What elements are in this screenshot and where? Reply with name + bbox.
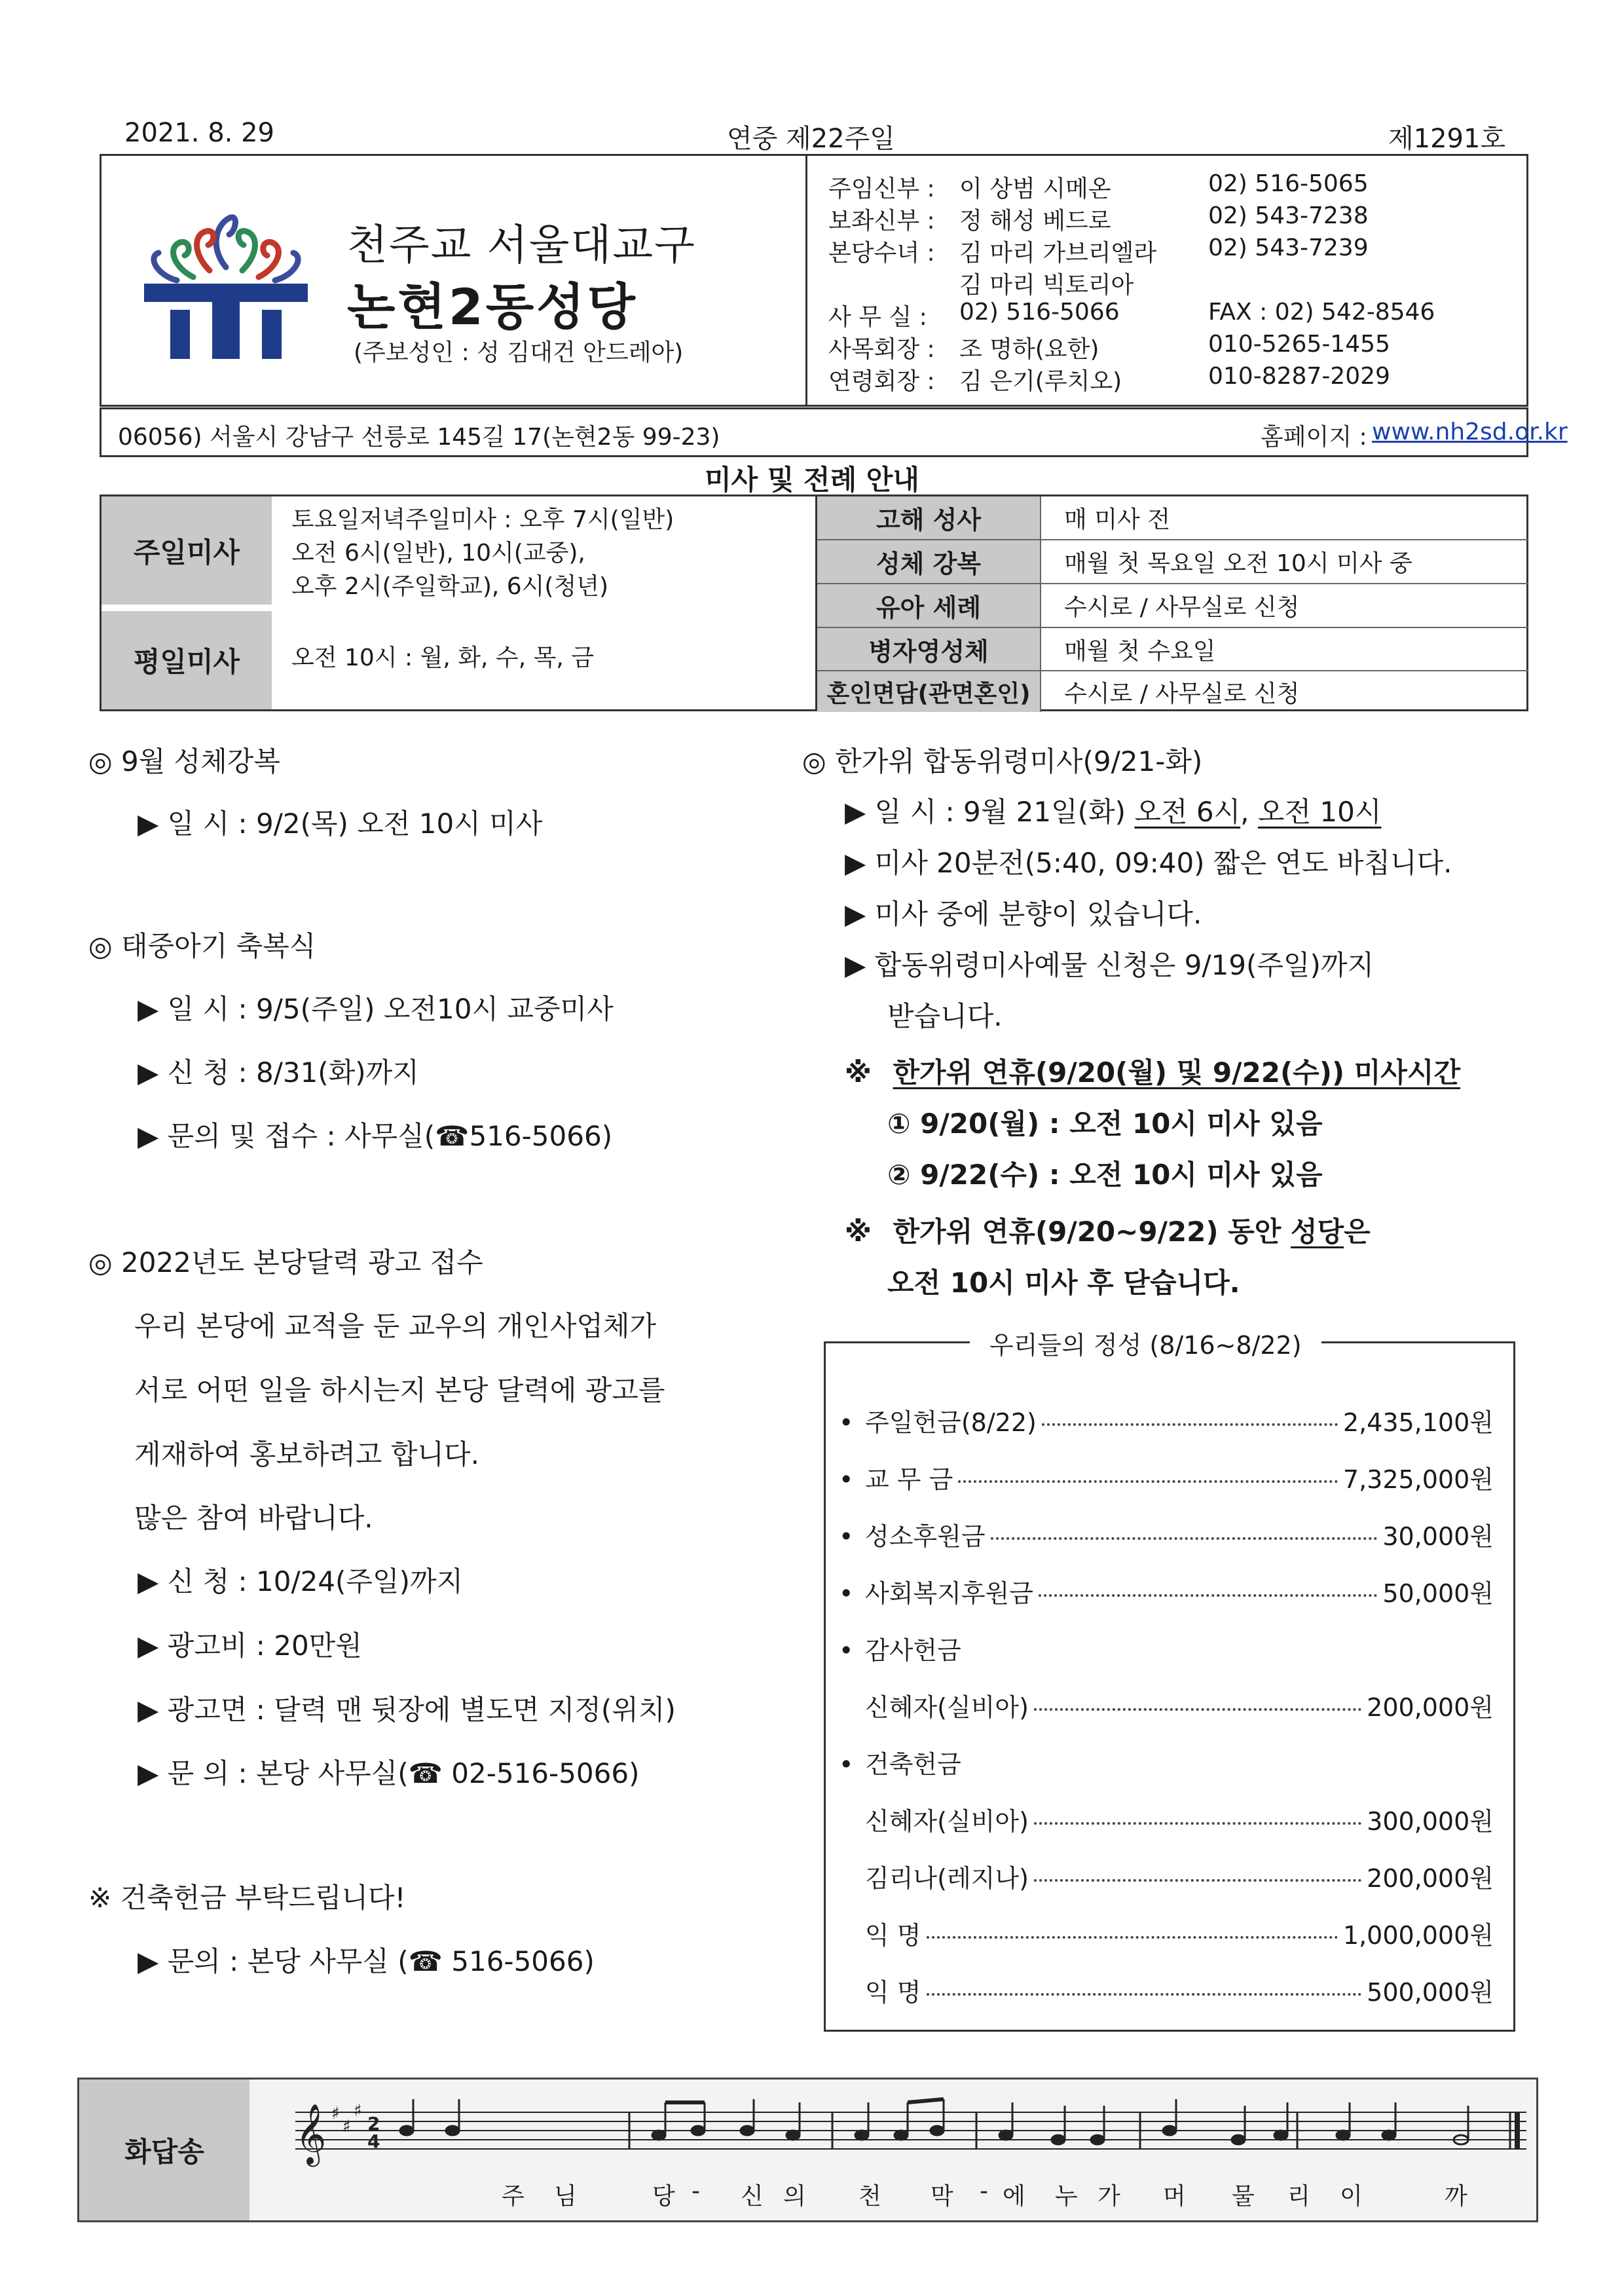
- offering-item: 김리나(레지나) 200,000원: [865, 1864, 1494, 1893]
- header-box: [100, 154, 1528, 407]
- issue-number: 제1291호: [1388, 124, 1506, 154]
- offering-item: 신혜자(실비아) 300,000원: [865, 1807, 1494, 1836]
- patron-saint: (주보성인 : 성 김대건 안드레아): [354, 339, 684, 366]
- contact-row: 본당수녀 : 김 마리 가브리엘라 02) 543-7239: [828, 234, 1369, 267]
- psalm-box: [77, 2078, 1538, 2222]
- svg-text:𝄞: 𝄞: [295, 2103, 327, 2164]
- service-row: 혼인면담(관면혼인) 수시로 / 사무실로 신청: [817, 671, 1528, 712]
- holiday-mass-0920: ① 9/20(월) : 오전 10시 미사 있음: [887, 1108, 1323, 1140]
- offering-item: • 성소후원금 30,000원: [839, 1522, 1494, 1551]
- weekday-mass-label: 평일미사: [133, 646, 240, 678]
- psalm-lyrics: 주 님 당 - 신 의 천 막 - 에 누 가 머 물 리 이 까: [502, 2178, 1467, 2210]
- services-table: [815, 496, 1528, 709]
- address-text: 06056) 서울시 강남구 선릉로 145길 17(논현2동 99-23): [118, 424, 720, 451]
- contact-row: 연령회장 : 김 은기(루치오) 010-8287-2029: [828, 363, 1390, 395]
- chuseok-mass-offering: ▶ 합동위령미사예물 신청은 9/19(주일)까지: [845, 949, 1375, 981]
- offering-item: • 교 무 금 7,325,000원: [839, 1465, 1494, 1494]
- mass-section-title: 미사 및 전례 안내: [705, 464, 919, 496]
- parish-logo-icon: [131, 195, 321, 359]
- calendar-ad-paragraph: 게재하여 홍보하려고 합니다.: [134, 1438, 479, 1470]
- chuseok-mass-prayer: ▶ 미사 20분전(5:40, 09:40) 짧은 연도 바칩니다.: [845, 847, 1452, 879]
- bulletin-date: 2021. 8. 29: [124, 118, 275, 148]
- svg-text:♯: ♯: [342, 2117, 351, 2136]
- offering-item: • 주일헌금(8/22) 2,435,100원: [839, 1408, 1494, 1437]
- contact-row: 사목회장 : 조 명하(요한) 010-5265-1455: [828, 331, 1390, 363]
- sheet-music-icon: [295, 2093, 1526, 2171]
- calendar-ad-contact: ▶ 문 의 : 본당 사무실(☎ 02-516-5066): [138, 1757, 640, 1789]
- calendar-ad-paragraph: 많은 참여 바랍니다.: [134, 1502, 373, 1534]
- service-row: 병자영성체 매월 첫 수요일: [817, 628, 1528, 671]
- building-fund-contact: ▶ 문의 : 본당 사무실 (☎ 516-5066): [138, 1945, 595, 1977]
- offering-item: 익 명 500,000원: [865, 1978, 1494, 2007]
- svg-text:4: 4: [367, 2131, 380, 2152]
- service-row: 성체 강복 매월 첫 목요일 오전 10시 미사 중: [817, 540, 1528, 584]
- liturgical-week: 연중 제22주일: [727, 124, 895, 154]
- service-row: 고해 성사 매 미사 전: [817, 496, 1528, 540]
- offerings-title: 우리들의 정성 (8/16~8/22): [970, 1325, 1321, 1361]
- section-unborn-blessing-title: ◎ 태중아기 축복식: [88, 930, 316, 962]
- unborn-blessing-contact: ▶ 문의 및 접수 : 사무실(☎516-5066): [138, 1120, 613, 1152]
- music-staff: [295, 2093, 1526, 2171]
- contact-row: 보좌신부 : 정 해성 베드로 02) 543-7238: [828, 202, 1369, 234]
- holiday-mass-0922: ② 9/22(수) : 오전 10시 미사 있음: [887, 1159, 1323, 1191]
- section-eucharistic-blessing-title: ◎ 9월 성체강복: [88, 745, 280, 777]
- section-calendar-ad-title: ◎ 2022년도 본당달력 광고 접수: [88, 1246, 483, 1278]
- calendar-ad-paragraph: 서로 어떤 일을 하시는지 본당 달력에 광고를: [134, 1374, 665, 1406]
- contact-row: 주임신부 : 이 상범 시메온 02) 516-5065: [828, 170, 1369, 202]
- unborn-blessing-date: ▶ 일 시 : 9/5(주일) 오전10시 교중미사: [138, 993, 614, 1025]
- homepage-link[interactable]: www.nh2sd.or.kr: [1372, 419, 1568, 445]
- diocese-name: 천주교 서울대교구: [347, 221, 696, 270]
- eucharistic-blessing-date: ▶ 일 시 : 9/2(목) 오전 10시 미사: [138, 808, 543, 840]
- offerings-list: [839, 1402, 1494, 2029]
- chuseok-mass-offering-cont: 받습니다.: [887, 1000, 1003, 1032]
- contact-row: 사 무 실 : 02) 516-5066 FAX : 02) 542-8546: [828, 299, 1435, 331]
- offering-item: • 감사헌금: [839, 1636, 961, 1665]
- psalm-label: 화답송: [124, 2135, 204, 2168]
- weekday-mass-times: 오전 10시 : 월, 화, 수, 목, 금: [291, 644, 595, 671]
- section-building-fund-title: ※ 건축헌금 부탁드립니다!: [88, 1882, 406, 1914]
- holiday-closing-note: ※ 한가위 연휴(9/20~9/22) 동안 성당은: [845, 1216, 1371, 1248]
- chuseok-mass-date: ▶ 일 시 : 9월 21일(화) 오전 6시, 오전 10시: [845, 796, 1382, 828]
- section-chuseok-mass-title: ◎ 한가위 합동위령미사(9/21-화): [802, 745, 1203, 777]
- mass-schedule-table: [100, 494, 1528, 711]
- svg-text:♯: ♯: [354, 2101, 362, 2121]
- calendar-ad-paragraph: 우리 본당에 교적을 둔 교우의 개인사업체가: [134, 1310, 657, 1342]
- calendar-ad-placement: ▶ 광고면 : 달력 맨 뒷장에 별도면 지정(위치): [138, 1694, 676, 1726]
- offering-item: 익 명 1,000,000원: [865, 1921, 1494, 1950]
- homepage-label: 홈페이지 :: [1261, 424, 1367, 451]
- sunday-mass-label: 주일미사: [133, 536, 240, 569]
- unborn-blessing-deadline: ▶ 신 청 : 8/31(화)까지: [138, 1056, 419, 1089]
- service-row: 유아 세례 수시로 / 사무실로 신청: [817, 584, 1528, 628]
- parish-name: 논현2동성당: [347, 278, 638, 336]
- sunday-mass-times: 토요일저녁주일미사 : 오후 7시(일반) 오전 6시(일반), 10시(교중), 오후 2시(주일학교), 6시(청년): [291, 506, 674, 600]
- offerings-box: [824, 1331, 1515, 2032]
- calendar-ad-fee: ▶ 광고비 : 20만원: [138, 1630, 362, 1662]
- parish-logo: [131, 195, 321, 359]
- svg-text:♯: ♯: [331, 2104, 340, 2123]
- contact-list: [828, 170, 1516, 395]
- offering-item: • 사회복지후원금 50,000원: [839, 1579, 1494, 1608]
- svg-text:2: 2: [367, 2113, 380, 2135]
- offering-item: 신혜자(실비아) 200,000원: [865, 1693, 1494, 1722]
- holiday-closing-note-cont: 오전 10시 미사 후 닫습니다.: [887, 1267, 1240, 1299]
- chuseok-mass-incense: ▶ 미사 중에 분향이 있습니다.: [845, 898, 1202, 930]
- address-bar: [100, 407, 1568, 457]
- calendar-ad-deadline: ▶ 신 청 : 10/24(주일)까지: [138, 1565, 464, 1597]
- contact-row: 김 마리 빅토리아: [959, 272, 1134, 299]
- offering-item: • 건축헌금: [839, 1750, 961, 1779]
- holiday-mass-note: ※ 한가위 연휴(9/20(월) 및 9/22(수)) 미사시간: [845, 1056, 1461, 1089]
